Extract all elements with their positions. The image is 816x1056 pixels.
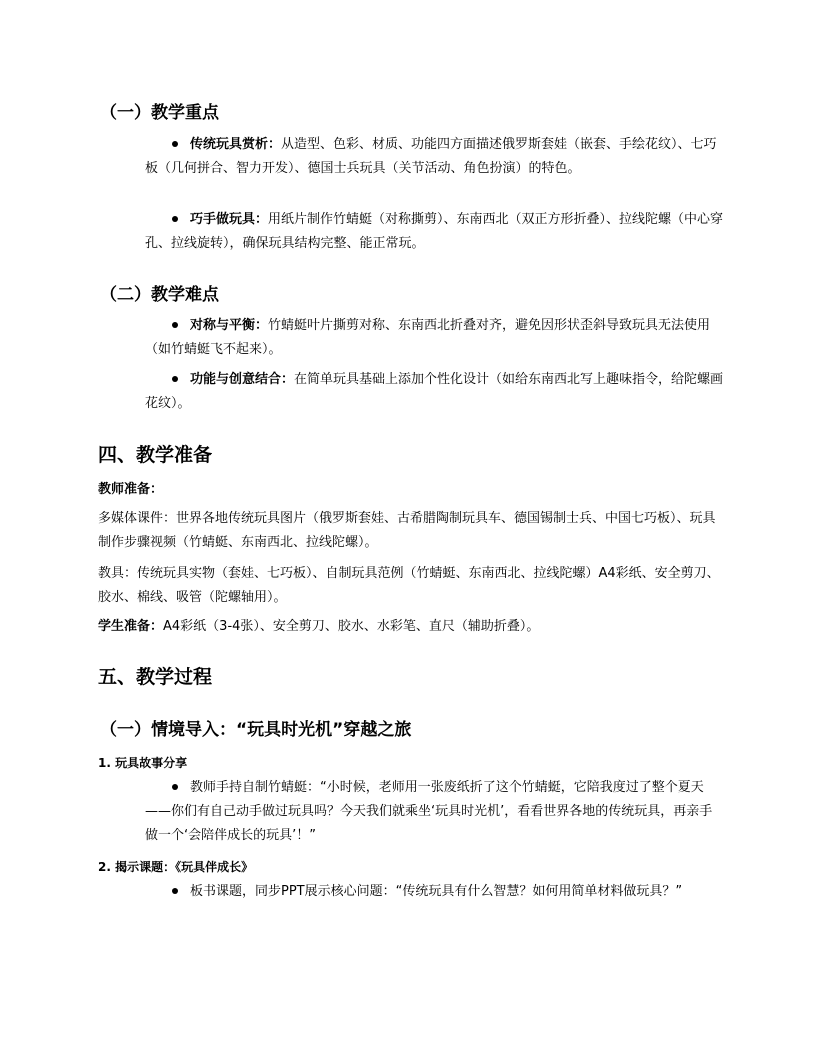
student-prep-text: A4彩纸（3-4张）、安全剪刀、胶水、水彩笔、直尺（辅助折叠）。 — [163, 619, 540, 634]
list-item — [145, 880, 725, 904]
student-prep-paragraph — [98, 615, 728, 639]
section-heading-process: 五、教学过程 — [98, 666, 213, 688]
bullet-icon — [172, 322, 178, 328]
item-text: 竹蜻蜓叶片撕剪对称、东南西北折叠对齐，避免因形状歪斜导致玩具无法使用（如竹蜻蜓飞不起来）。 — [145, 318, 711, 357]
item-label: 巧手做玩具： — [190, 212, 269, 227]
step-2-heading: 2. 揭示课题：《玩具伴成长》 — [98, 860, 254, 874]
item-label: 对称与平衡： — [190, 318, 269, 333]
section-heading-difficulties: （二）教学难点 — [100, 285, 219, 305]
multimedia-paragraph: 多媒体课件：世界各地传统玩具图片（俄罗斯套娃、古希腊陶制玩具车、德国锡制士兵、中国七巧板）、玩具制作步骤视频（竹蜻蜓、东南西北、拉线陀螺）。 — [98, 511, 716, 550]
list-item — [145, 133, 725, 181]
teacher-prep-label: 教师准备： — [98, 482, 164, 497]
step-1-heading: 1. 玩具故事分享 — [98, 756, 188, 770]
bullet-icon — [172, 216, 178, 222]
item-text: 教师手持自制竹蜻蜓：“小时候，老师用一张废纸折了这个竹蜻蜓，它陪我度过了整个夏天——你们有自己动手做过玩具吗？今天我们就乘坐‘玩具时光机’，看看世界各地的传统玩具，再亲手做一个‘会陪伴成长的玩具’！” — [145, 780, 713, 843]
item-text: 用纸片制作竹蜻蜓（对称撕剪）、东南西北（双正方形折叠）、拉线陀螺（中心穿孔、拉线旋转），确保玩具结构完整、能正常玩。 — [145, 212, 724, 251]
section-heading-key-points: （一）教学重点 — [100, 103, 219, 123]
list-item — [145, 776, 725, 848]
list-item — [145, 314, 725, 362]
subsection-heading-intro: （一）情境导入：“玩具时光机”穿越之旅 — [100, 720, 412, 740]
item-text: 在简单玩具基础上添加个性化设计（如给东南西北写上趣味指令，给陀螺画花纹）。 — [145, 372, 724, 411]
item-label: 功能与创意结合： — [190, 372, 295, 387]
item-text: 板书课题，同步PPT展示核心问题：“传统玩具有什么智慧？如何用简单材料做玩具？” — [190, 884, 683, 899]
list-item — [145, 208, 725, 256]
bullet-icon — [172, 784, 178, 790]
bullet-icon — [172, 141, 178, 147]
bullet-icon — [172, 888, 178, 894]
item-text: 从造型、色彩、材质、功能四方面描述俄罗斯套娃（嵌套、手绘花纹）、七巧板（几何拼合、智力开发）、德国士兵玩具（关节活动、角色扮演）的特色。 — [145, 137, 717, 176]
section-heading-preparation: 四、教学准备 — [98, 444, 213, 466]
item-label: 传统玩具赏析： — [190, 137, 282, 152]
tools-paragraph: 教具：传统玩具实物（套娃、七巧板）、自制玩具范例（竹蜻蜓、东南西北、拉线陀螺）A4彩纸、安全剪刀、胶水、棉线、吸管（陀螺轴用）。 — [98, 566, 720, 605]
student-prep-label: 学生准备： — [98, 619, 164, 634]
list-item — [145, 368, 725, 416]
bullet-icon — [172, 376, 178, 382]
